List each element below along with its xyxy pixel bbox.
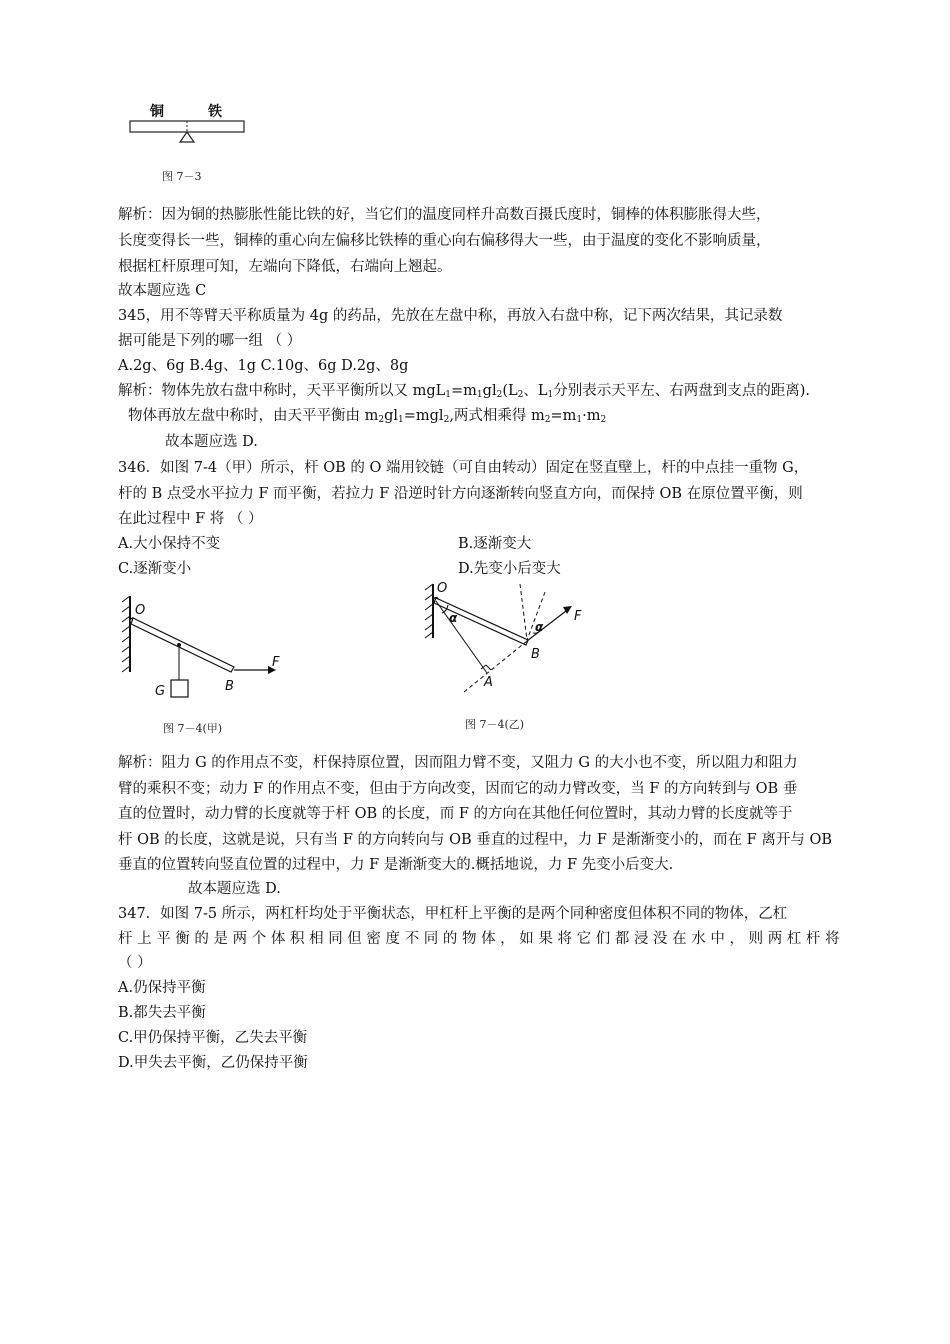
label-o: O — [135, 603, 146, 618]
option-d: D.先变小后变大 — [458, 561, 561, 577]
vertical-dashed-line — [520, 584, 527, 640]
analysis-346-line2: 臂的乘积不变；动力 F 的作用点不变，但由于方向改变，因而它的动力臂改变，当 F 的方向转到与 OB 垂 — [118, 781, 798, 797]
q346-stem-line1: 346．如图 7-4（甲）所示，杆 OB 的 O 端用铰链（可自由转动）固定在竖直壁上，杆的中点挂一重物 G， — [118, 460, 809, 476]
right-angle-mark — [481, 665, 491, 670]
q345-analysis-line2: 物体再放左盘中称时，由天平平衡由 $m_2gl_1=mgl_2$,两式相乘得 $m_2=m_1\cdot m_2$ — [128, 408, 607, 425]
answer-344: 故本题应选 C — [118, 283, 207, 299]
label-f: F — [574, 609, 582, 624]
caption-fig-7-4-yi: 图 7－4(乙) — [465, 718, 525, 731]
q347-option-c: C.甲仍保持平衡，乙失去平衡 — [118, 1030, 308, 1046]
q347-option-a: A.仍保持平衡 — [118, 980, 206, 996]
q347-stem-line2: 杆 上 平 衡 的 是 两 个 体 积 相 同 但 密 度 不 同 的 物 体 ， 如 果 将 它 们 都 浸 没 在 水 中 ， 则 两 杠 杆 将 — [118, 931, 840, 947]
analysis-346-line3: 直的位置时，动力臂的长度就等于杆 OB 的长度，而 F 的方向在其他任何位置时，其动力臂的长度就等于 — [118, 806, 793, 822]
answer-345: 故本题应选 D. — [165, 434, 258, 450]
q346-stem-line3: 在此过程中 F 将 （ ） — [118, 511, 263, 527]
q346-stem-line2: 杆的 B 点受水平拉力 F 而平衡，若拉力 F 沿逆时针方向逐渐转向竖直方向，而保持 OB 在原位置平衡，则 — [118, 486, 803, 502]
analysis-344-line3: 根据杠杆原理可知，左端向下降低，右端向上翘起。 — [118, 259, 452, 275]
label-o: O — [437, 581, 448, 596]
rod-ob — [131, 618, 234, 672]
option-a: A.大小保持不变 — [118, 536, 221, 552]
analysis-344-line2: 长度变得长一些，铜棒的重心向左偏移比铁棒的重心向右偏移得大一些，由于温度的变化不影响质量， — [118, 233, 771, 249]
figure-7-4-jia — [118, 588, 293, 708]
q345-analysis-line1: 解析：物体先放右盘中称时，天平平衡所以又 $mgL_1=m_1gl_2(L_2$、$L_1$分别表示天平左、右两盘到支点的距离). — [118, 383, 810, 400]
label-b: B — [531, 647, 540, 662]
label-g: G — [155, 684, 166, 699]
label-b: B — [225, 679, 234, 694]
label-alpha-o: α — [449, 611, 458, 625]
q347-stem-line3: （ ） — [118, 955, 152, 971]
wall-hatching — [122, 596, 130, 672]
option-c: C.逐渐变小 — [118, 561, 192, 577]
q347-option-d: D.甲失去平衡，乙仍保持平衡 — [118, 1055, 308, 1071]
label-alpha-b: α — [535, 620, 544, 634]
q345-stem-line2: 据可能是下列的哪一组 （ ） — [118, 333, 302, 349]
label-iron: 铁 — [208, 104, 222, 120]
figure-7-4-yi — [420, 578, 600, 698]
weight-g — [171, 680, 188, 697]
force-line-extension — [464, 641, 527, 692]
force-f-arrow — [527, 611, 566, 641]
q347-stem-line1: 347．如图 7-5 所示，两杠杆均处于平衡状态，甲杠杆上平衡的是两个同种密度但体积不同的物体，乙杠 — [118, 906, 788, 922]
wall-hatching — [425, 584, 433, 638]
analysis-346-line4: 杆 OB 的长度，这就是说，只有当 F 的方向转向与 OB 垂直的过程中，力 F 是渐渐变小的，而在 F 离开与 OB — [118, 832, 833, 848]
caption-fig-7-3: 图 7－3 — [162, 170, 202, 183]
pivot-triangle — [180, 132, 194, 142]
caption-fig-7-4-jia: 图 7－4(甲) — [163, 722, 223, 735]
figure-7-3 — [120, 96, 260, 152]
q347-option-b: B.都失去平衡 — [118, 1005, 206, 1021]
analysis-344-line1: 解析：因为铜的热膨胀性能比铁的好，当它们的温度同样升高数百摄氏度时，铜棒的体积膨胀得大些， — [118, 207, 771, 223]
label-a: A — [484, 675, 493, 690]
q345-stem-line1: 345，用不等臂天平称质量为 4g 的药品，先放在左盘中称，再放入右盘中称，记下两次结果，其记录数 — [118, 308, 783, 324]
q346-options-row1 — [118, 531, 532, 557]
label-f: F — [272, 655, 280, 670]
analysis-346-line1: 解析：阻力 G 的作用点不变，杆保持原位置，因而阻力臂不变，又阻力 G 的大小也不变，所以阻力和阻力 — [118, 755, 798, 771]
answer-346: 故本题应选 D. — [188, 881, 281, 897]
option-b: B.逐渐变大 — [458, 536, 532, 552]
analysis-346-line5: 垂直的位置转向竖直位置的过程中，力 F 是渐渐变大的.概括地说，力 F 先变小后变大. — [118, 857, 674, 873]
label-copper: 铜 — [150, 104, 164, 120]
q345-options: A.2g、6g B.4g、1g C.10g、6g D.2g、8g — [118, 358, 409, 374]
